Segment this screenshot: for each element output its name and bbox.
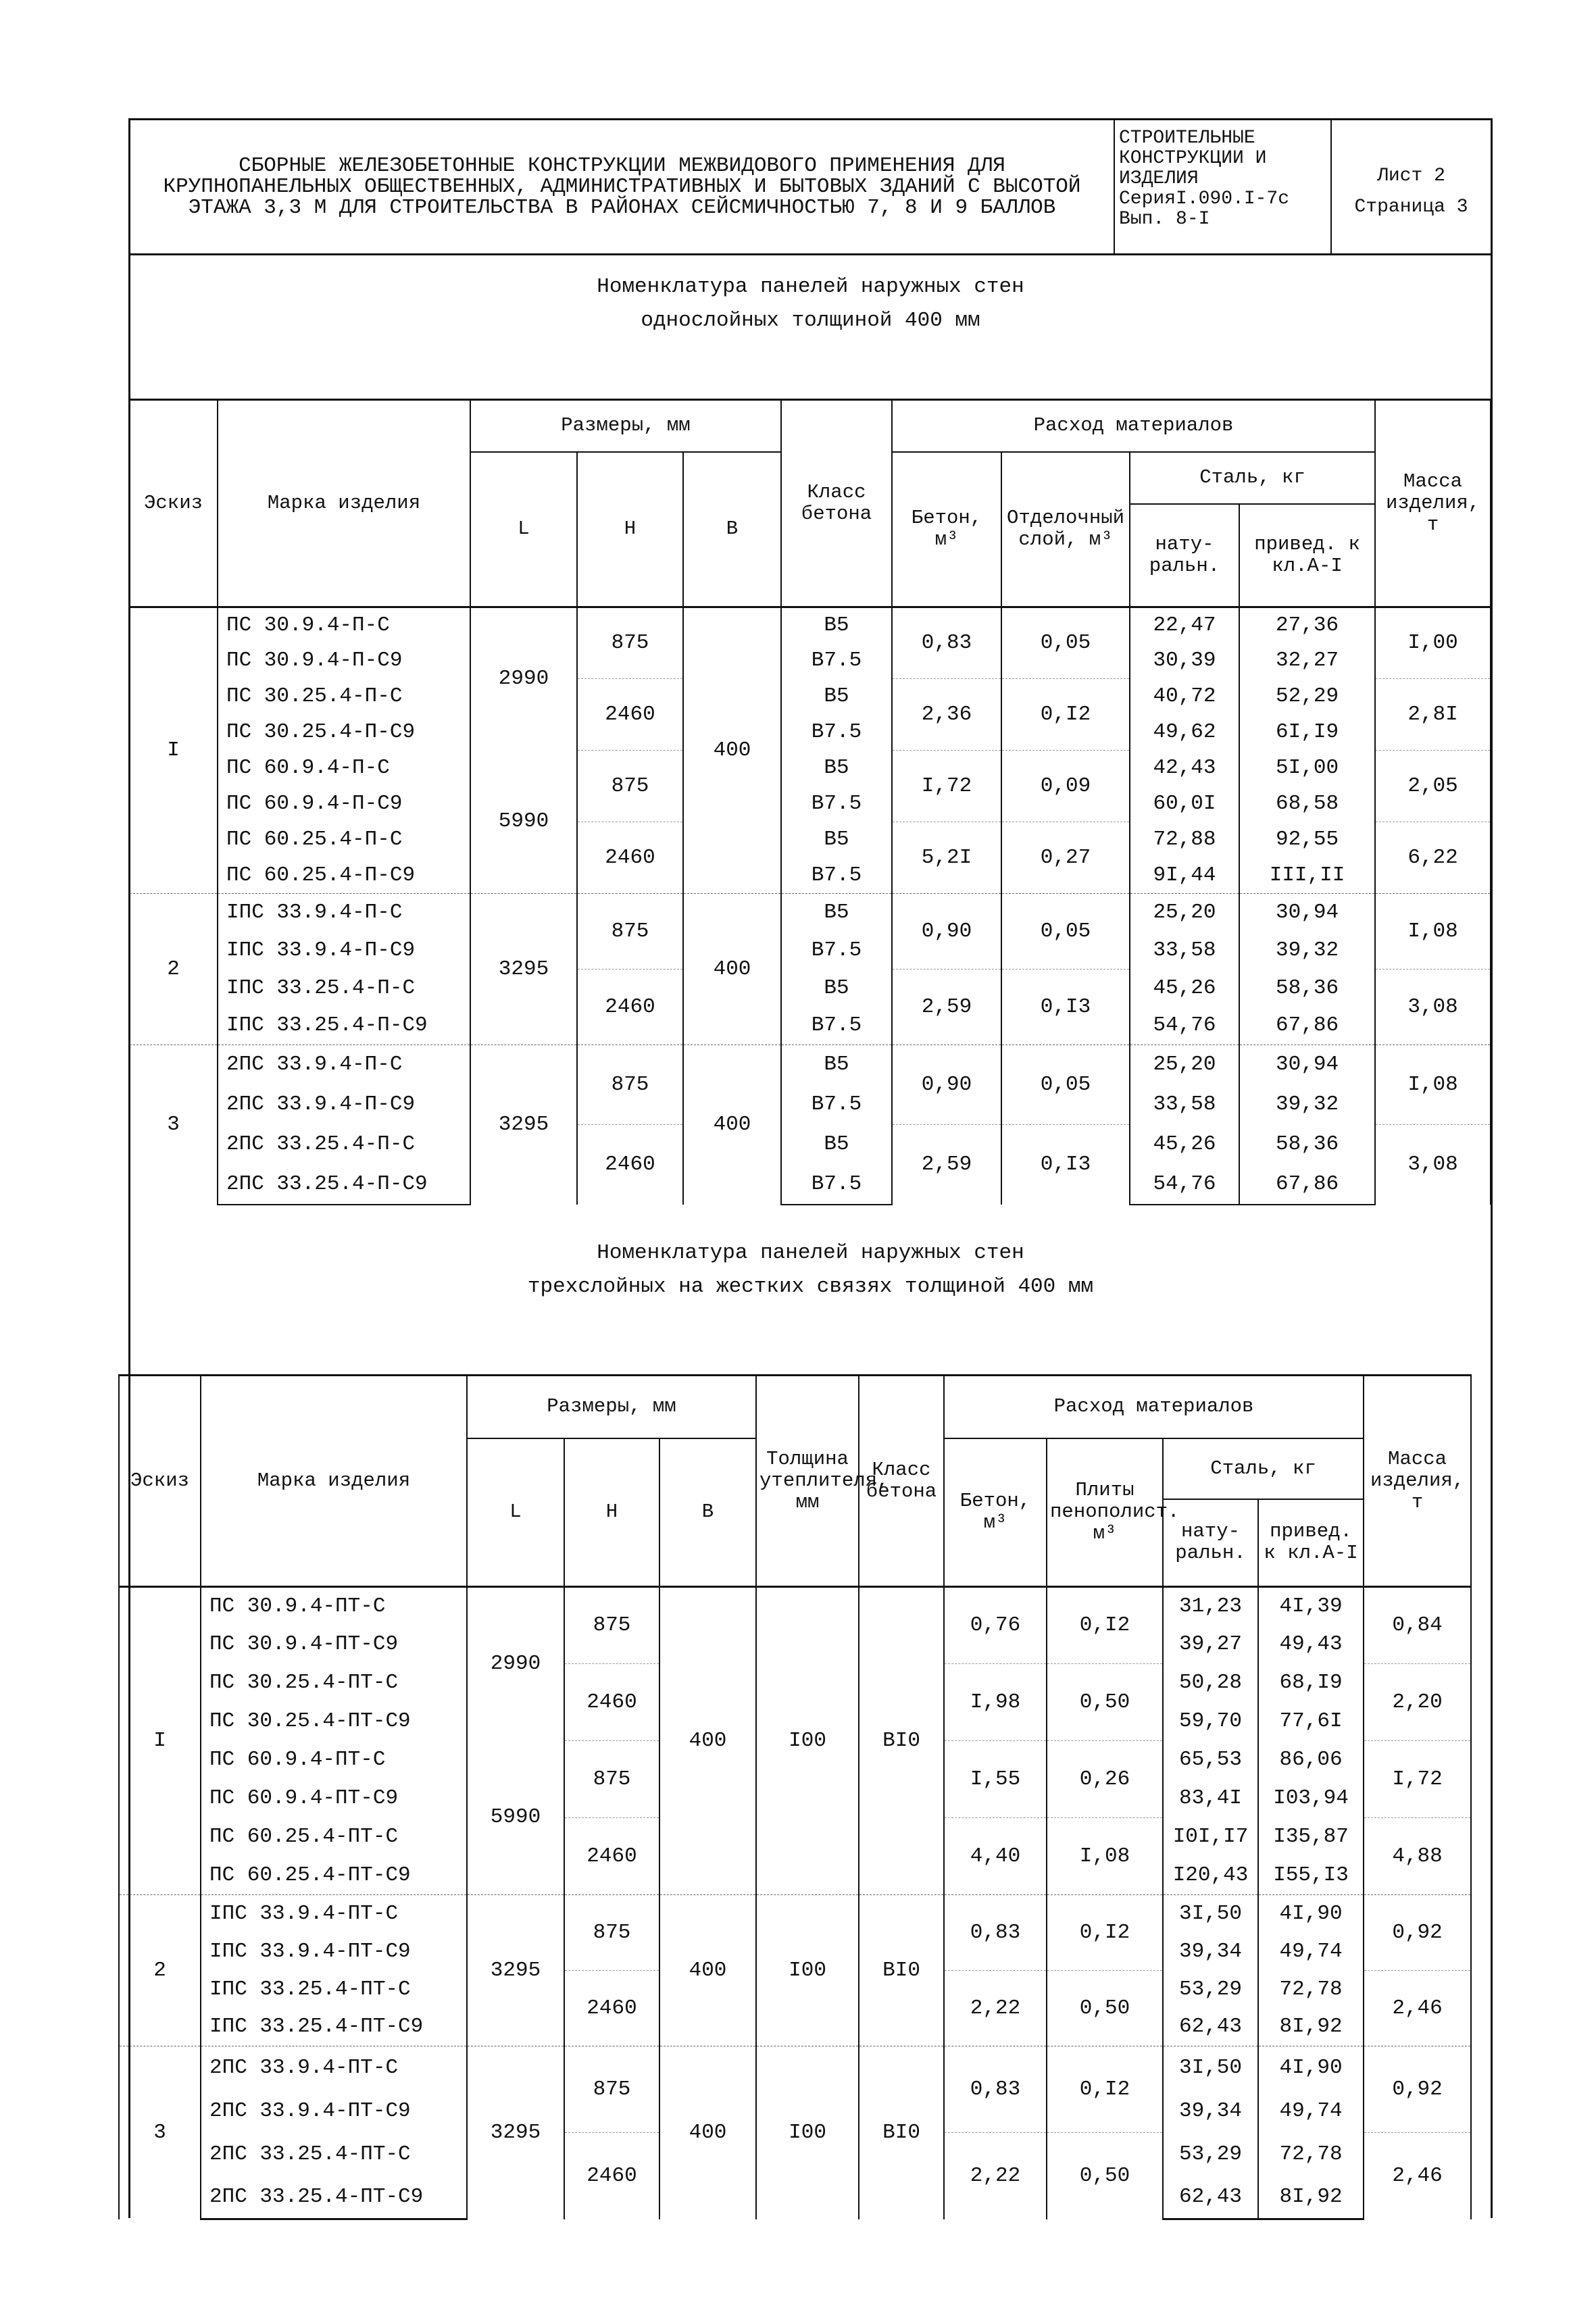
table-row (129, 751, 1491, 786)
steel-natural-cell: 40,72 (1130, 679, 1239, 715)
steel-reduced-cell: I35,87 (1258, 1818, 1364, 1857)
concrete-volume-cell: 2,59 (892, 970, 1001, 1045)
steel-natural-cell: 62,43 (1163, 2009, 1258, 2046)
header-concrete: Бетон, м³ (944, 1438, 1047, 1587)
concrete-volume-cell: 0,83 (944, 1895, 1047, 1971)
mark-cell: 2ПС 33.25.4-ПТ-С9 (201, 2176, 467, 2219)
finish-volume-cell: 0,09 (1001, 751, 1130, 822)
steel-natural-cell: 42,43 (1130, 751, 1239, 786)
mark-cell: ПС 30.25.4-ПТ-С9 (201, 1703, 467, 1741)
header-class: Класс бетона (859, 1376, 944, 1587)
table-row (129, 858, 1491, 894)
concrete-class-cell: B7.5 (781, 643, 892, 679)
steel-reduced-cell: 58,36 (1239, 1125, 1375, 1165)
steel-natural-cell: 3I,50 (1163, 1895, 1258, 1933)
finish-volume-cell: 0,05 (1001, 894, 1130, 970)
concrete-class-cell: B5 (781, 970, 892, 1007)
three-layer-panels-table (118, 1374, 1472, 2220)
table-row (129, 822, 1491, 858)
steel-natural-cell: 39,34 (1163, 1933, 1258, 1971)
length-cell: 3295 (470, 894, 577, 1045)
height-cell: 875 (564, 1895, 659, 1971)
steel-reduced-cell: 27,36 (1239, 607, 1375, 643)
mass-cell: 0,84 (1364, 1587, 1471, 1664)
steel-reduced-cell: 5I,00 (1239, 751, 1375, 786)
header-steel-natural: нату-ральн. (1163, 1499, 1258, 1587)
steel-natural-cell: 30,39 (1130, 643, 1239, 679)
mark-cell: 2ПС 33.9.4-ПТ-С (201, 2046, 467, 2090)
mark-cell: ПС 30.9.4-П-С9 (218, 643, 470, 679)
header-concrete: Бетон, м³ (892, 452, 1001, 607)
mass-cell: 2,8I (1375, 679, 1491, 751)
steel-natural-cell: 83,4I (1163, 1780, 1258, 1818)
steel-reduced-cell: 92,55 (1239, 822, 1375, 858)
finish-volume-cell: 0,I3 (1001, 970, 1130, 1045)
header-class: Класс бетона (781, 400, 892, 607)
plates-volume-cell: I,08 (1047, 1818, 1163, 1895)
header-steel-reduced: привед. к кл.А-I (1239, 504, 1375, 607)
steel-natural-cell: 62,43 (1163, 2176, 1258, 2219)
header-sketch: Эскиз (119, 1376, 201, 1587)
mark-cell: ПС 60.9.4-П-С9 (218, 786, 470, 822)
header-steel: Сталь, кг (1163, 1438, 1364, 1499)
sheet-info (1332, 120, 1491, 253)
table-row (129, 1125, 1491, 1165)
sketch-cell: 2 (119, 1895, 201, 2046)
length-cell: 5990 (467, 1741, 564, 1895)
mass-cell: 6,22 (1375, 822, 1491, 894)
concrete-class-cell: B5 (781, 751, 892, 786)
steel-natural-cell: 50,28 (1163, 1664, 1258, 1703)
steel-reduced-cell: 6I,I9 (1239, 715, 1375, 751)
steel-reduced-cell: I03,94 (1258, 1780, 1364, 1818)
table-row (129, 1045, 1491, 1085)
concrete-volume-cell: I,98 (944, 1664, 1047, 1741)
steel-reduced-cell: 4I,90 (1258, 2046, 1364, 2090)
steel-reduced-cell: 49,74 (1258, 1933, 1364, 1971)
mark-cell: ПС 30.25.4-П-С9 (218, 715, 470, 751)
steel-natural-cell: I20,43 (1163, 1857, 1258, 1895)
width-cell: 400 (659, 1895, 756, 2046)
steel-reduced-cell: 49,74 (1258, 2090, 1364, 2133)
steel-natural-cell: 49,62 (1130, 715, 1239, 751)
steel-reduced-cell: 67,86 (1239, 1165, 1375, 1205)
steel-reduced-cell: III,II (1239, 858, 1375, 894)
mark-cell: IПС 33.9.4-П-С9 (218, 932, 470, 970)
steel-reduced-cell: 72,78 (1258, 2133, 1364, 2176)
sketch-cell: 3 (129, 1045, 218, 1205)
mark-cell: ПС 60.25.4-П-С9 (218, 858, 470, 894)
mark-cell: ПС 30.9.4-ПТ-С9 (201, 1626, 467, 1664)
steel-reduced-cell: 86,06 (1258, 1741, 1364, 1780)
table-row (129, 643, 1491, 679)
mark-cell: ПС 60.9.4-ПТ-С (201, 1741, 467, 1780)
height-cell: 875 (564, 1587, 659, 1664)
concrete-class-cell: B7.5 (781, 1007, 892, 1045)
header-mass: Масса изделия, т (1375, 400, 1491, 607)
steel-reduced-cell: 58,36 (1239, 970, 1375, 1007)
table-row (129, 894, 1491, 932)
table-row (129, 1007, 1491, 1045)
mass-cell: 3,08 (1375, 1125, 1491, 1205)
length-cell: 3295 (470, 1045, 577, 1205)
table-row (129, 607, 1491, 643)
height-cell: 875 (577, 894, 683, 970)
steel-reduced-cell: 77,6I (1258, 1703, 1364, 1741)
length-cell: 3295 (467, 2046, 564, 2219)
insulation-thickness-cell: I00 (756, 1587, 859, 1895)
steel-natural-cell: 39,34 (1163, 2090, 1258, 2133)
steel-reduced-cell: 4I,90 (1258, 1895, 1364, 1933)
concrete-class-cell: B5 (781, 1125, 892, 1165)
series-line: КОНСТРУКЦИИ И (1119, 148, 1267, 169)
concrete-volume-cell: 0,90 (892, 1045, 1001, 1125)
steel-natural-cell: 3I,50 (1163, 2046, 1258, 2090)
mark-cell: 2ПС 33.25.4-ПТ-С (201, 2133, 467, 2176)
header-L: L (470, 452, 577, 607)
steel-reduced-cell: 67,86 (1239, 1007, 1375, 1045)
plates-volume-cell: 0,50 (1047, 1971, 1163, 2046)
height-cell: 2460 (577, 822, 683, 894)
mark-cell: IПС 33.25.4-ПТ-С9 (201, 2009, 467, 2046)
header-sketch: Эскиз (129, 400, 218, 607)
mark-cell: 2ПС 33.9.4-П-С9 (218, 1085, 470, 1125)
concrete-volume-cell: 0,83 (892, 607, 1001, 679)
concrete-class-cell: B7.5 (781, 1085, 892, 1125)
length-cell: 5990 (470, 751, 577, 894)
steel-natural-cell: 54,76 (1130, 1007, 1239, 1045)
steel-natural-cell: 72,88 (1130, 822, 1239, 858)
header-steel-reduced: привед. к кл.А-I (1258, 1499, 1364, 1587)
mark-cell: IПС 33.9.4-П-С (218, 894, 470, 932)
steel-reduced-cell: 8I,92 (1258, 2176, 1364, 2219)
header-materials: Расход материалов (944, 1376, 1364, 1438)
steel-reduced-cell: 39,32 (1239, 932, 1375, 970)
width-cell: 400 (683, 607, 781, 894)
caption-line: Номенклатура панелей наружных стен (597, 1241, 1024, 1265)
concrete-volume-cell: 0,90 (892, 894, 1001, 970)
table2-caption (128, 1236, 1493, 1304)
page-number: Страница 3 (1354, 197, 1468, 218)
steel-reduced-cell: 49,43 (1258, 1626, 1364, 1664)
header-mass: Масса изделия, т (1364, 1376, 1471, 1587)
steel-natural-cell: 25,20 (1130, 894, 1239, 932)
width-cell: 400 (683, 1045, 781, 1205)
concrete-volume-cell: 2,59 (892, 1125, 1001, 1205)
mark-cell: IПС 33.9.4-ПТ-С9 (201, 1933, 467, 1971)
mass-cell: 4,88 (1364, 1818, 1471, 1895)
issue-number: Вып. 8-I (1119, 209, 1210, 230)
plates-volume-cell: 0,50 (1047, 2133, 1163, 2219)
plates-volume-cell: 0,26 (1047, 1741, 1163, 1818)
height-cell: 875 (577, 607, 683, 679)
document-title: СБОРНЫЕ ЖЕЛЕЗОБЕТОННЫЕ КОНСТРУКЦИИ МЕЖВИДОВОГО ПРИМЕНЕНИЯ ДЛЯ КРУПНОПАНЕЛЬНЫХ ОБЩЕСТВЕННЫХ, АДМИНИСТРАТИВНЫХ И БЫТОВЫХ ЗДАНИЙ С ВЫСОТОЙ ЭТАЖА 3,3 М ДЛЯ СТРОИТЕЛЬСТВА В РАЙОНАХ СЕЙСМИЧНОСТЬЮ 7, 8 И 9 БАЛЛОВ (130, 120, 1115, 253)
insulation-thickness-cell: I00 (756, 2046, 859, 2219)
steel-natural-cell: 45,26 (1130, 970, 1239, 1007)
concrete-volume-cell: 2,36 (892, 679, 1001, 751)
caption-line: трехслойных на жестких связях толщиной 400 мм (527, 1275, 1094, 1299)
header-sizes: Размеры, мм (467, 1376, 756, 1438)
series-line: ИЗДЕЛИЯ (1119, 168, 1199, 189)
mark-cell: ПС 60.9.4-ПТ-С9 (201, 1780, 467, 1818)
plates-volume-cell: 0,I2 (1047, 2046, 1163, 2133)
finish-volume-cell: 0,27 (1001, 822, 1130, 894)
concrete-volume-cell: 0,76 (944, 1587, 1047, 1664)
mass-cell: 0,92 (1364, 2046, 1471, 2133)
mass-cell: 0,92 (1364, 1895, 1471, 1971)
steel-reduced-cell: 30,94 (1239, 894, 1375, 932)
header-H: H (564, 1438, 659, 1587)
concrete-class-cell: BI0 (859, 1587, 944, 1895)
height-cell: 2460 (577, 970, 683, 1045)
header-plates: Плиты пенополист. м³ (1047, 1438, 1163, 1587)
mark-cell: IПС 33.25.4-ПТ-С (201, 1971, 467, 2009)
header-B: B (659, 1438, 756, 1587)
table-row (119, 1587, 1471, 1626)
height-cell: 2460 (564, 1818, 659, 1895)
mass-cell: I,08 (1375, 1045, 1491, 1125)
sketch-cell: I (119, 1587, 201, 1895)
concrete-class-cell: B7.5 (781, 858, 892, 894)
steel-natural-cell: 54,76 (1130, 1165, 1239, 1205)
concrete-class-cell: B7.5 (781, 715, 892, 751)
mass-cell: I,00 (1375, 607, 1491, 679)
header-B: B (683, 452, 781, 607)
header-thickness: Толщина утеплителя, мм (756, 1376, 859, 1587)
series-info (1115, 120, 1332, 253)
steel-reduced-cell: 32,27 (1239, 643, 1375, 679)
mark-cell: ПС 30.25.4-П-С (218, 679, 470, 715)
header-steel-natural: нату-ральн. (1130, 504, 1239, 607)
mark-cell: 2ПС 33.9.4-ПТ-С9 (201, 2090, 467, 2133)
sketch-cell: 3 (119, 2046, 201, 2219)
insulation-thickness-cell: I00 (756, 1895, 859, 2046)
steel-natural-cell: 33,58 (1130, 932, 1239, 970)
concrete-volume-cell: 5,2I (892, 822, 1001, 894)
header-L: L (467, 1438, 564, 1587)
concrete-volume-cell: I,72 (892, 751, 1001, 822)
width-cell: 400 (683, 894, 781, 1045)
table-row (129, 1165, 1491, 1205)
mass-cell: I,08 (1375, 894, 1491, 970)
steel-natural-cell: 59,70 (1163, 1703, 1258, 1741)
steel-reduced-cell: 8I,92 (1258, 2009, 1364, 2046)
steel-natural-cell: 45,26 (1130, 1125, 1239, 1165)
steel-natural-cell: 60,0I (1130, 786, 1239, 822)
mark-cell: IПС 33.25.4-П-С (218, 970, 470, 1007)
mark-cell: ПС 60.25.4-ПТ-С9 (201, 1857, 467, 1895)
height-cell: 2460 (577, 679, 683, 751)
steel-natural-cell: 9I,44 (1130, 858, 1239, 894)
concrete-class-cell: B5 (781, 607, 892, 643)
steel-natural-cell: I0I,I7 (1163, 1818, 1258, 1857)
steel-reduced-cell: 39,32 (1239, 1085, 1375, 1125)
steel-reduced-cell: I55,I3 (1258, 1857, 1364, 1895)
table-row (129, 679, 1491, 715)
mark-cell: IПС 33.25.4-П-С9 (218, 1007, 470, 1045)
length-cell: 3295 (467, 1895, 564, 2046)
height-cell: 2460 (564, 2133, 659, 2219)
height-cell: 2460 (577, 1125, 683, 1205)
concrete-class-cell: B7.5 (781, 1165, 892, 1205)
height-cell: 2460 (564, 1664, 659, 1741)
series-number: СерияI.090.I-7с (1119, 188, 1290, 209)
header-H: H (577, 452, 683, 607)
concrete-class-cell: B5 (781, 679, 892, 715)
mass-cell: I,72 (1364, 1741, 1471, 1818)
header-mark: Марка изделия (218, 400, 470, 607)
concrete-class-cell: B5 (781, 894, 892, 932)
table-row (129, 715, 1491, 751)
mass-cell: 2,46 (1364, 1971, 1471, 2046)
steel-natural-cell: 53,29 (1163, 1971, 1258, 2009)
sketch-cell: 2 (129, 894, 218, 1045)
steel-natural-cell: 53,29 (1163, 2133, 1258, 2176)
steel-natural-cell: 33,58 (1130, 1085, 1239, 1125)
height-cell: 875 (577, 1045, 683, 1125)
mark-cell: ПС 60.25.4-П-С (218, 822, 470, 858)
length-cell: 2990 (470, 607, 577, 751)
concrete-volume-cell: 2,22 (944, 2133, 1047, 2219)
steel-natural-cell: 31,23 (1163, 1587, 1258, 1626)
plates-volume-cell: 0,50 (1047, 1664, 1163, 1741)
mark-cell: IПС 33.9.4-ПТ-С (201, 1895, 467, 1933)
steel-reduced-cell: 68,58 (1239, 786, 1375, 822)
table1-caption (128, 270, 1493, 338)
height-cell: 875 (564, 1741, 659, 1818)
mark-cell: 2ПС 33.9.4-П-С (218, 1045, 470, 1085)
sketch-cell: I (129, 607, 218, 894)
height-cell: 875 (564, 2046, 659, 2133)
plates-volume-cell: 0,I2 (1047, 1587, 1163, 1664)
series-line: СТРОИТЕЛЬНЫЕ (1119, 128, 1255, 149)
header-materials: Расход материалов (892, 400, 1375, 452)
height-cell: 875 (577, 751, 683, 822)
title-block (128, 118, 1493, 255)
single-layer-panels-table (128, 399, 1491, 1205)
mark-cell: ПС 30.9.4-П-С (218, 607, 470, 643)
concrete-class-cell: B5 (781, 822, 892, 858)
width-cell: 400 (659, 2046, 756, 2219)
concrete-volume-cell: I,55 (944, 1741, 1047, 1818)
mass-cell: 2,46 (1364, 2133, 1471, 2219)
steel-reduced-cell: 30,94 (1239, 1045, 1375, 1085)
concrete-class-cell: BI0 (859, 1895, 944, 2046)
mark-cell: ПС 60.9.4-П-С (218, 751, 470, 786)
table-row (129, 932, 1491, 970)
header-sizes: Размеры, мм (470, 400, 781, 452)
mark-cell: 2ПС 33.25.4-П-С9 (218, 1165, 470, 1205)
steel-natural-cell: 22,47 (1130, 607, 1239, 643)
table-row (129, 1085, 1491, 1125)
steel-natural-cell: 39,27 (1163, 1626, 1258, 1664)
steel-reduced-cell: 68,I9 (1258, 1664, 1364, 1703)
mark-cell: ПС 30.25.4-ПТ-С (201, 1664, 467, 1703)
length-cell: 2990 (467, 1587, 564, 1741)
steel-natural-cell: 65,53 (1163, 1741, 1258, 1780)
concrete-class-cell: BI0 (859, 2046, 944, 2219)
width-cell: 400 (659, 1587, 756, 1895)
mark-cell: ПС 30.9.4-ПТ-С (201, 1587, 467, 1626)
concrete-class-cell: B7.5 (781, 786, 892, 822)
concrete-class-cell: B7.5 (781, 932, 892, 970)
table-row (129, 786, 1491, 822)
steel-reduced-cell: 72,78 (1258, 1971, 1364, 2009)
header-finish: Отделочный слой, м³ (1001, 452, 1130, 607)
table-row (119, 1895, 1471, 1933)
header-mark: Марка изделия (201, 1376, 467, 1587)
sheet-number: Лист 2 (1377, 166, 1445, 186)
mark-cell: ПС 60.25.4-ПТ-С (201, 1818, 467, 1857)
table-row (119, 2046, 1471, 2090)
mass-cell: 2,05 (1375, 751, 1491, 822)
caption-line: Номенклатура панелей наружных стен (597, 275, 1024, 299)
finish-volume-cell: 0,05 (1001, 607, 1130, 679)
finish-volume-cell: 0,05 (1001, 1045, 1130, 1125)
header-steel: Сталь, кг (1130, 452, 1375, 504)
table-row (129, 970, 1491, 1007)
concrete-volume-cell: 0,83 (944, 2046, 1047, 2133)
concrete-volume-cell: 4,40 (944, 1818, 1047, 1895)
mass-cell: 2,20 (1364, 1664, 1471, 1741)
finish-volume-cell: 0,I2 (1001, 679, 1130, 751)
concrete-class-cell: B5 (781, 1045, 892, 1085)
steel-reduced-cell: 52,29 (1239, 679, 1375, 715)
mark-cell: 2ПС 33.25.4-П-С (218, 1125, 470, 1165)
mass-cell: 3,08 (1375, 970, 1491, 1045)
concrete-volume-cell: 2,22 (944, 1971, 1047, 2046)
height-cell: 2460 (564, 1971, 659, 2046)
finish-volume-cell: 0,I3 (1001, 1125, 1130, 1205)
steel-reduced-cell: 4I,39 (1258, 1587, 1364, 1626)
caption-line: однослойных толщиной 400 мм (641, 309, 980, 332)
plates-volume-cell: 0,I2 (1047, 1895, 1163, 1971)
steel-natural-cell: 25,20 (1130, 1045, 1239, 1085)
